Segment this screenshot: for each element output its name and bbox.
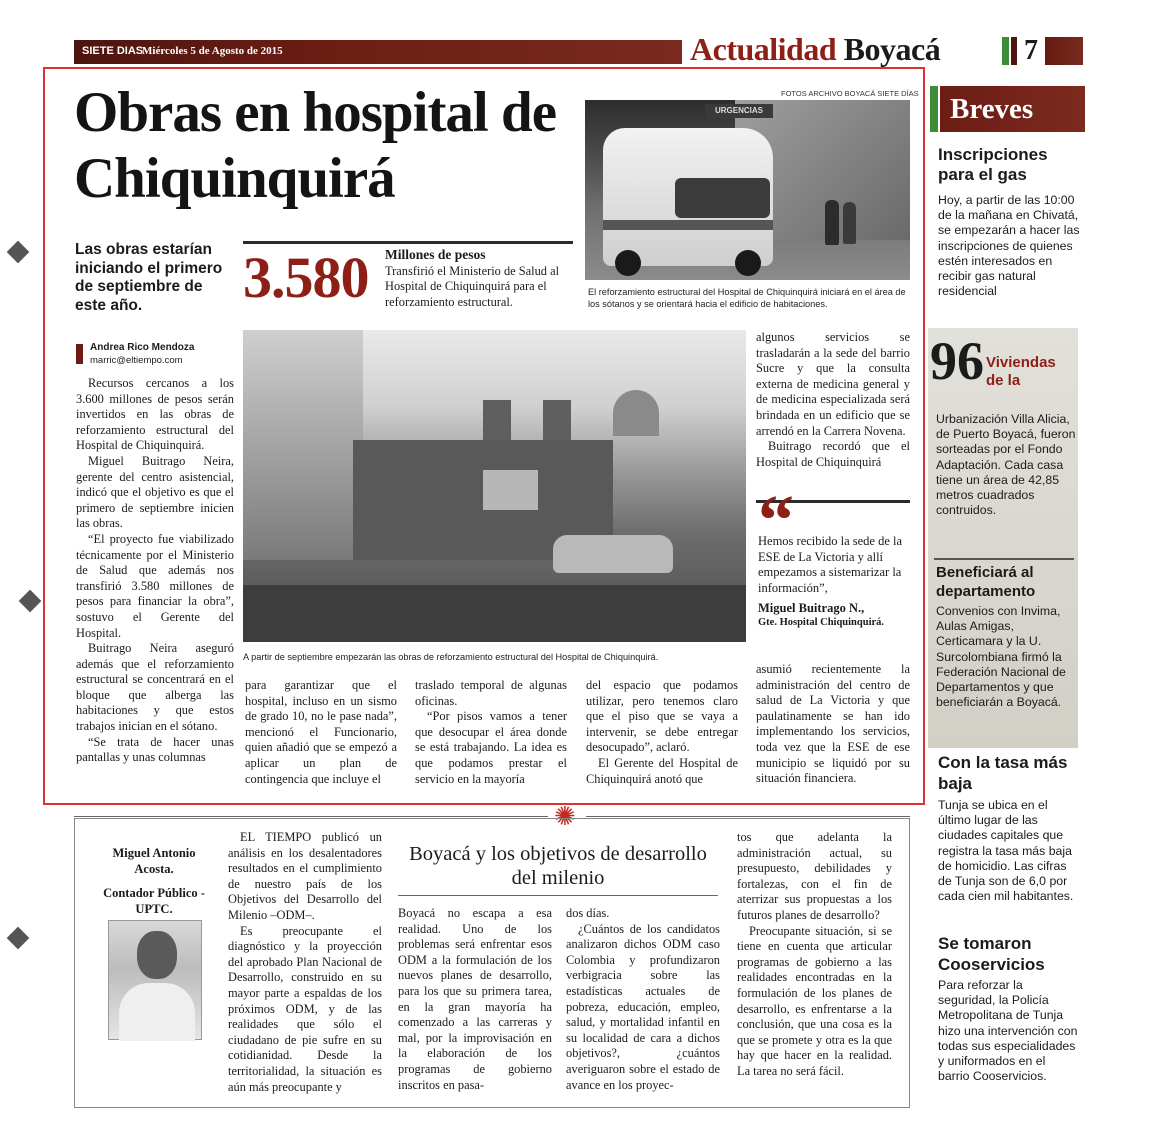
brief-number: 96 bbox=[930, 331, 984, 391]
header-green-bar bbox=[1002, 37, 1009, 65]
breves-title: Breves bbox=[950, 93, 1034, 125]
page-number: 7 bbox=[1017, 36, 1045, 66]
binding-hole-icon bbox=[7, 241, 30, 264]
author-name: Andrea Rico Mendoza bbox=[90, 342, 195, 353]
section-label: SIETE DIAS bbox=[82, 45, 144, 57]
ambulance-photo bbox=[585, 100, 910, 280]
brief-text bbox=[936, 412, 1076, 518]
article-column-3 bbox=[415, 678, 567, 787]
big-number: 3.580 bbox=[243, 245, 369, 310]
opinion-paragraph: EL TIEMPO publicó un análisis en los desalentadores resultados en el cumplimiento de nuestro país de los Objetivos del Desarrollo del Milenio –ODM–. bbox=[228, 830, 382, 922]
binding-hole-icon bbox=[7, 927, 30, 950]
photo2-caption: A partir de septiembre empezarán las obras de reforzamiento estructural del Hospital de Chiquinquirá. bbox=[243, 652, 659, 662]
brief-paragraph: Para reforzar la seguridad, la Policía Metropolitana de Tunja hizo una intervención con todas sus especialidades y uniformados en el barrio Cooservicios. bbox=[938, 978, 1078, 1084]
article-paragraph: del espacio que podamos utilizar, pero tenemos claro que el piso que se vaya a intervenir, se debe entregar desocupado”, aclaró. bbox=[586, 678, 738, 755]
brief-headline: Se tomaron Cooservicios bbox=[938, 934, 1045, 974]
hospital-photo bbox=[243, 330, 746, 642]
article-paragraph: “Por pisos vamos a tener que desocupar el área donde se está trabajando. La idea es que podamos prestar el servicio en la mayoría bbox=[415, 709, 567, 786]
article-paragraph: El Gerente del Hospital de Chiquinquirá anotó que bbox=[586, 755, 738, 786]
brief-divider bbox=[934, 558, 1074, 560]
photo-credit: FOTOS ARCHIVO BOYACÁ SIETE DÍAS bbox=[781, 89, 919, 98]
header-date: Miércoles 5 de Agosto de 2015 bbox=[142, 45, 283, 57]
brief-number-label: Viviendas de la bbox=[986, 354, 1056, 389]
opinion-paragraph: dos días. bbox=[566, 906, 610, 920]
ornament-icon: ✺ bbox=[554, 802, 576, 831]
header-title-black: Boyacá bbox=[843, 31, 941, 67]
header-title-red: Actualidad bbox=[690, 31, 837, 67]
article-paragraph: “Se trata de hacer unas pantallas y unas columnas bbox=[76, 734, 234, 765]
author-email: marric@eltiempo.com bbox=[90, 355, 183, 366]
opinion-column-2 bbox=[398, 906, 552, 1093]
ground bbox=[243, 585, 746, 642]
opinion-role: Contador Público - UPTC. bbox=[103, 886, 205, 916]
opinion-column-1 bbox=[228, 830, 382, 1095]
divider-line bbox=[586, 816, 910, 817]
brief-text bbox=[938, 798, 1080, 904]
pull-quote: Hemos recibido la sede de la ESE de La Victoria y allí empezamos a sistemarizar la información”, bbox=[758, 534, 903, 595]
brief-headline: Con la tasa más baja bbox=[938, 753, 1068, 793]
subhead: Las obras estarían iniciando el primero de septiembre de este año. bbox=[75, 241, 223, 314]
quote-author: Miguel Buitrago N., bbox=[758, 601, 865, 615]
article-paragraph: para garantizar que el hospital, incluso en un sismo de grado 10, no le pase nada”, mencionó el Funcionario, quien añadió que se empezó a aplicar un plan de contingencia que incluye el bbox=[245, 678, 397, 786]
number-divider bbox=[243, 241, 573, 244]
article-column-4 bbox=[586, 678, 738, 787]
article-paragraph: algunos servicios se trasladarán a la sede del barrio Sucre y que la consulta externa de medicina general y de medicina especializada será brindada en un edificio que se arrendó en la Carrera Novena. bbox=[756, 330, 910, 438]
avatar-body bbox=[119, 983, 195, 1041]
brief-paragraph: Hoy, a partir de las 10:00 de la mañana en Chivatá, se empezarán a hacer las inscripciones de quienes estén interesados en recibir gas natural residencial bbox=[938, 193, 1080, 299]
headline: Obras en hospital de Chiquinquirá bbox=[74, 81, 557, 210]
article-column-5 bbox=[756, 662, 910, 787]
opinion-paragraph: Es preocupante el diagnóstico y la proyección del aprobado Plan Nacional de Desarrollo, construido en su mayor parte a espaldas de los próximos ODM, y de las realidades que sólo el ciudadano de pie sufre en su cotidianidad. Desde la territorialidad, la situación es aún más preocupante y bbox=[228, 923, 382, 1094]
opinion-author: Miguel Antonio Acosta. bbox=[112, 846, 196, 876]
opinion-paragraph: Boyacá no escapa a esa realidad. Uno de los problemas será enfrentar esos ODM a la formulación de los nuevos planes de desarrollo, para los que su primera tarea, en la gran mayoría ha comenzado a las carreras y mal, por la improvisación en la elaboración de los programas de gobierno inscritos en pasa- bbox=[398, 906, 552, 1092]
ambulance-wheel bbox=[735, 250, 761, 276]
hospital-banner bbox=[483, 470, 538, 510]
author-marker bbox=[76, 344, 83, 364]
article-paragraph: Recursos cercanos a los 3.600 millones de pesos serán invertidos en las obras de reforzamiento estructural del Hospital de Chiquinquirá. bbox=[76, 376, 234, 453]
opinion-paragraph: tos que adelanta la administración actual, su presupuesto, debilidades y fortalezas, con el fin de aterrizar sus propuestas a los futuros planes de desarrollo? bbox=[737, 830, 892, 922]
person-silhouette bbox=[843, 202, 856, 244]
number-text: Transfirió el Ministerio de Salud al Hospital de Chiquinquirá para el reforzamiento estructural. bbox=[385, 264, 560, 309]
opinion-title: Boyacá y los objetivos de desarrollo del milenio bbox=[409, 843, 707, 889]
brief-paragraph: Tunja se ubica en el último lugar de las ciudades capitales que registra la tasa más baja de homicidio. Las cifras de Tunja son de 6,0 por cada cien mil habitantes. bbox=[938, 798, 1074, 904]
brief-paragraph: Urbanización Villa Alicia, de Puerto Boyacá, fueron sorteadas por el Fondo Adaptación. Cada casa tiene un área de 42,85 metros cuadrados contruidos. bbox=[936, 412, 1076, 518]
header-title bbox=[690, 31, 940, 68]
brief-headline: Beneficiará al departamento bbox=[936, 564, 1036, 600]
brief-text bbox=[938, 978, 1080, 1084]
opinion-column-4 bbox=[737, 830, 892, 1080]
opinion-column-3 bbox=[566, 906, 720, 1093]
article-paragraph: asumió recientemente la administración del centro de salud de La Victoria y que paulatinamente se han ido implementando los servicios, toda vez que la ESE de ese municipio se liquidó por su situación financiera. bbox=[756, 662, 910, 786]
binding-hole-icon bbox=[19, 590, 42, 613]
avatar-head bbox=[137, 931, 177, 979]
quote-mark-icon: “ bbox=[758, 480, 794, 560]
ambulance-wheel bbox=[615, 250, 641, 276]
church-dome bbox=[613, 390, 659, 436]
article-paragraph: Buitrago Neira aseguró además que el reforzamiento estructural se concentrará en el bloque que alberga las habitaciones y que estos trabajos inician en el sótano. bbox=[76, 641, 234, 734]
brief-headline: Inscripciones para el gas bbox=[938, 145, 1048, 184]
article-paragraph: “El proyecto fue viabilizado técnicamente por el Ministerio de Salud que además nos transfirió 3.580 millones de pesos para financiar la obra”, sostuvo el Gerente del Hospital. bbox=[76, 531, 234, 640]
urgencias-sign: URGENCIAS bbox=[705, 104, 773, 118]
brief-paragraph: Convenios con Invima, Aulas Amigas, Certicamara y la U. Surcolombiana firmó la Federación Nacional de Departamentos y que beneficiarán a Boyacá. bbox=[936, 604, 1066, 710]
opinion-author-photo bbox=[108, 920, 202, 1040]
car bbox=[553, 535, 673, 573]
article-paragraph: Buitrago recordó que el Hospital de Chiquinquirá bbox=[756, 439, 910, 469]
ambulance-windshield bbox=[675, 178, 770, 218]
breves-green-bar bbox=[930, 86, 938, 132]
hospital-building bbox=[243, 330, 363, 560]
number-label: Millones de pesos bbox=[385, 247, 486, 262]
opinion-paragraph: ¿Cuántos de los candidatos analizaron dichos ODM caso Colombia y profundizaron verbigracia sobre las estadísticas actuales de pobreza, educación, empleo, salud, y mortalidad infantil en su localidad de cara a dichos objetivos?, ¿cuántos averiguaron sobre el estado de avance en los proyec- bbox=[566, 921, 720, 1092]
article-column-1 bbox=[76, 376, 234, 766]
article-column-right bbox=[756, 330, 910, 470]
person-silhouette bbox=[825, 200, 839, 245]
opinion-paragraph: Preocupante situación, si se tiene en cuenta que articular programas de gobierno a las realidades encontradas en la formulación de los planes de desarrollo, es enfrentarse a la conclusión, que una cosa es la que se promete y otra es la que hay que hacer en la realidad. La tarea no será fácil. bbox=[737, 923, 892, 1078]
article-paragraph: Miguel Buitrago Neira, gerente del centro asistencial, indicó que el objetivo es que el primero de septiembre inicien las obras. bbox=[76, 453, 234, 531]
ambulance-stripe bbox=[603, 220, 773, 230]
article-column-2 bbox=[245, 678, 397, 787]
brief-text bbox=[938, 193, 1080, 299]
article-paragraph: traslado temporal de algunas oficinas. bbox=[415, 678, 567, 708]
photo1-caption: El reforzamiento estructural del Hospital de Chiquinquirá iniciará en el área de los sótanos y se orientará hacia el edificio de habitaciones. bbox=[588, 287, 906, 310]
divider-line bbox=[74, 816, 548, 817]
opinion-title-rule bbox=[398, 895, 718, 896]
quote-role: Gte. Hospital Chiquinquirá. bbox=[758, 617, 885, 628]
brief-text bbox=[936, 604, 1078, 710]
